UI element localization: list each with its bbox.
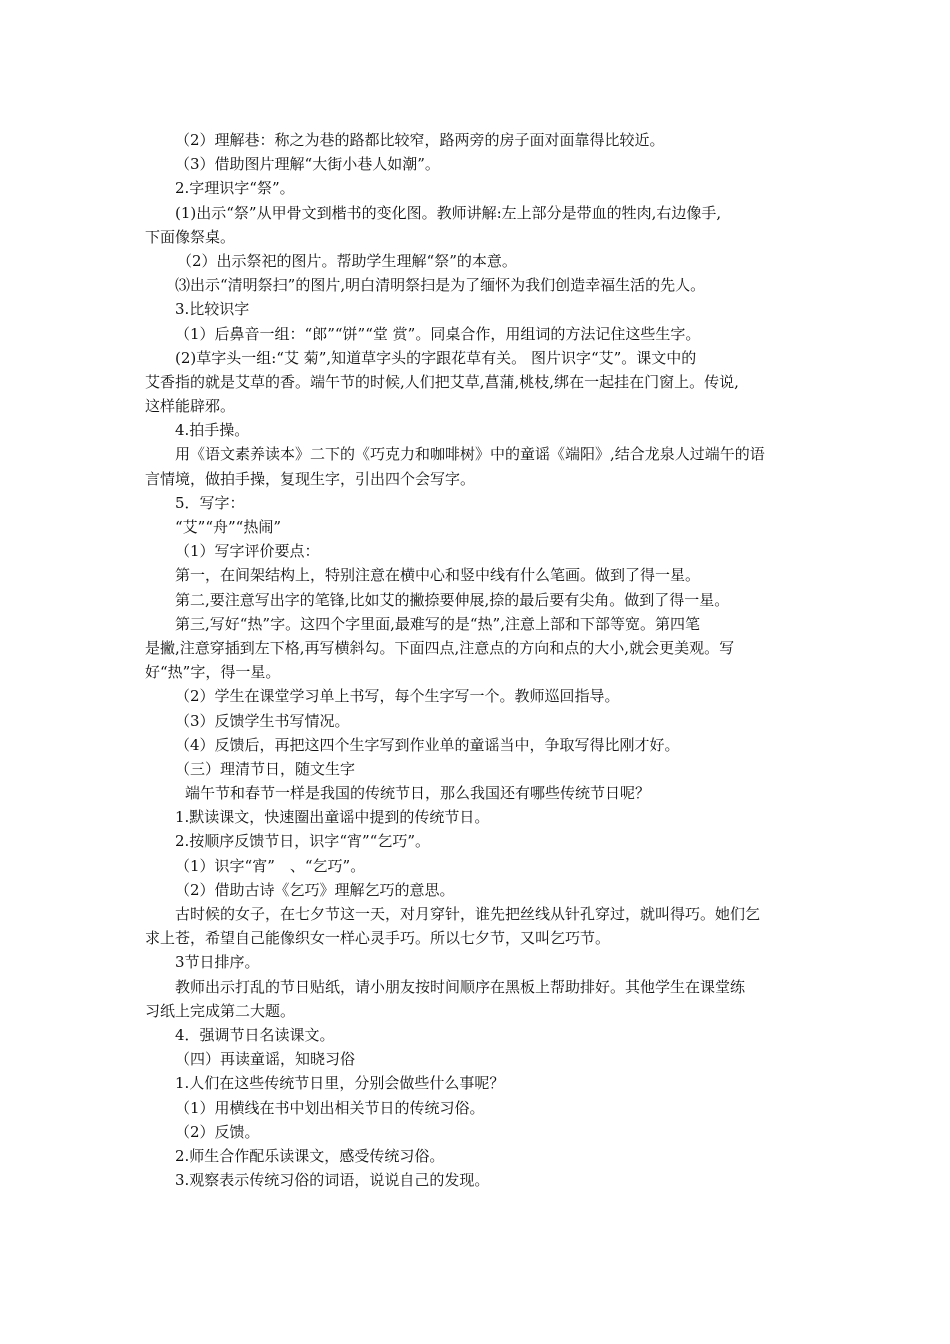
text-line: （2）反馈。 bbox=[175, 1122, 260, 1141]
text-line: 第三,写好“热”字。这四个字里面,最难写的是“热”,注意上部和下部等宽。第四笔 bbox=[175, 614, 700, 633]
text-line: 2.按顺序反馈节日，识字“宵”“乞巧”。 bbox=[175, 832, 430, 851]
text-line: 2.字理识字“祭”。 bbox=[175, 179, 295, 198]
text-line: 5．写字： bbox=[175, 493, 245, 512]
text-line: （三）理清节日，随文生字 bbox=[175, 759, 356, 778]
text-line: 下面像祭桌。 bbox=[145, 227, 236, 246]
text-line: （3）反馈学生书写情况。 bbox=[175, 711, 350, 730]
text-line: （1）写字评价要点： bbox=[175, 542, 320, 561]
text-line: “艾”“舟”“热闹” bbox=[175, 518, 282, 536]
text-line: 求上苍，希望自己能像织女一样心灵手巧。所以七夕节，又叫乞巧节。 bbox=[145, 929, 611, 948]
text-line: （四）再读童谣，知晓习俗 bbox=[175, 1050, 356, 1069]
text-line: （4）反馈后，再把这四个生字写到作业单的童谣当中，争取写得比刚才好。 bbox=[175, 735, 680, 754]
text-line: （1）识字“宵” 、“乞巧”。 bbox=[175, 856, 366, 875]
text-line: 3.观察表示传统习俗的词语，说说自己的发现。 bbox=[175, 1171, 490, 1190]
text-line: 第二,要注意写出字的笔锋,比如艾的撇捺要伸展,捺的最后要有尖角。做到了得一星。 bbox=[175, 590, 730, 609]
text-line: 2.师生合作配乐读课文，感受传统习俗。 bbox=[175, 1146, 445, 1165]
text-line: 端午节和春节一样是我国的传统节日，那么我国还有哪些传统节日呢？ bbox=[185, 784, 651, 803]
text-line: 1.默读课文，快速圈出童谣中提到的传统节日。 bbox=[175, 808, 490, 827]
text-line: 用《语文素养读本》二下的《巧克力和咖啡树》中的童谣《端阳》,结合龙泉人过端午的语 bbox=[175, 445, 765, 464]
text-line: （3）借助图片理解“大街小巷人如潮”。 bbox=[175, 155, 440, 174]
text-line: ⑶出示“清明祭扫”的图片,明白清明祭扫是为了缅怀为我们创造幸福生活的先人。 bbox=[175, 276, 706, 295]
text-line: （1）用横线在书中划出相关节日的传统习俗。 bbox=[175, 1098, 485, 1117]
text-line: (2)草字头一组:“艾 菊”,知道草字头的字跟花草有关。 图片识字“艾”。课文中的 bbox=[175, 348, 697, 367]
text-line: 艾香指的就是艾草的香。端午节的时候,人们把艾草,菖蒲,桃枝,绑在一起挂在门窗上。传说, bbox=[145, 372, 739, 391]
text-line: （2）学生在课堂学习单上书写，每个生字写一个。教师巡回指导。 bbox=[175, 687, 620, 706]
document-body bbox=[145, 128, 805, 1192]
text-line: 是撇,注意穿插到左下格,再写横斜勾。下面四点,注意点的方向和点的大小,就会更美观。写 bbox=[145, 638, 735, 657]
text-line: 1.人们在这些传统节日里，分别会做些什么事呢？ bbox=[175, 1074, 505, 1093]
text-line: 3节日排序。 bbox=[175, 953, 260, 972]
text-line: (1)出示“祭”从甲骨文到楷书的变化图。教师讲解:左上部分是带血的牲肉,右边像手, bbox=[175, 203, 722, 222]
text-line: （1）后鼻音一组：“郎”“饼”“堂 赏”。同桌合作，用组词的方法记住这些生字。 bbox=[175, 324, 701, 343]
text-line: 4．强调节日名读课文。 bbox=[175, 1025, 335, 1044]
text-line: 古时候的女子，在七夕节这一天，对月穿针，谁先把丝线从针孔穿过，就叫得巧。她们乞 bbox=[175, 905, 761, 923]
text-line: 教师出示打乱的节日贴纸，请小朋友按时间顺序在黑板上帮助排好。其他学生在课堂练 bbox=[175, 977, 746, 996]
text-line: 习纸上完成第二大题。 bbox=[145, 1001, 296, 1020]
text-line: 第一，在间架结构上，特别注意在横中心和竖中线有什么笔画。做到了得一星。 bbox=[175, 566, 701, 585]
text-line: （2）理解巷：称之为巷的路都比较窄，路两旁的房子面对面靠得比较近。 bbox=[175, 131, 665, 149]
text-line: 好“热”字，得一星。 bbox=[145, 663, 281, 682]
text-line: 4.拍手操。 bbox=[175, 421, 250, 440]
text-line: （2）借助古诗《乞巧》理解乞巧的意思。 bbox=[175, 880, 455, 899]
text-line: 言情境，做拍手操，复现生字，引出四个会写字。 bbox=[145, 469, 476, 488]
text-line: 这样能辟邪。 bbox=[145, 397, 236, 416]
text-line: （2）出示祭祀的图片。帮助学生理解“祭”的本意。 bbox=[177, 251, 517, 270]
text-line: 3.比较识字 bbox=[175, 300, 250, 319]
